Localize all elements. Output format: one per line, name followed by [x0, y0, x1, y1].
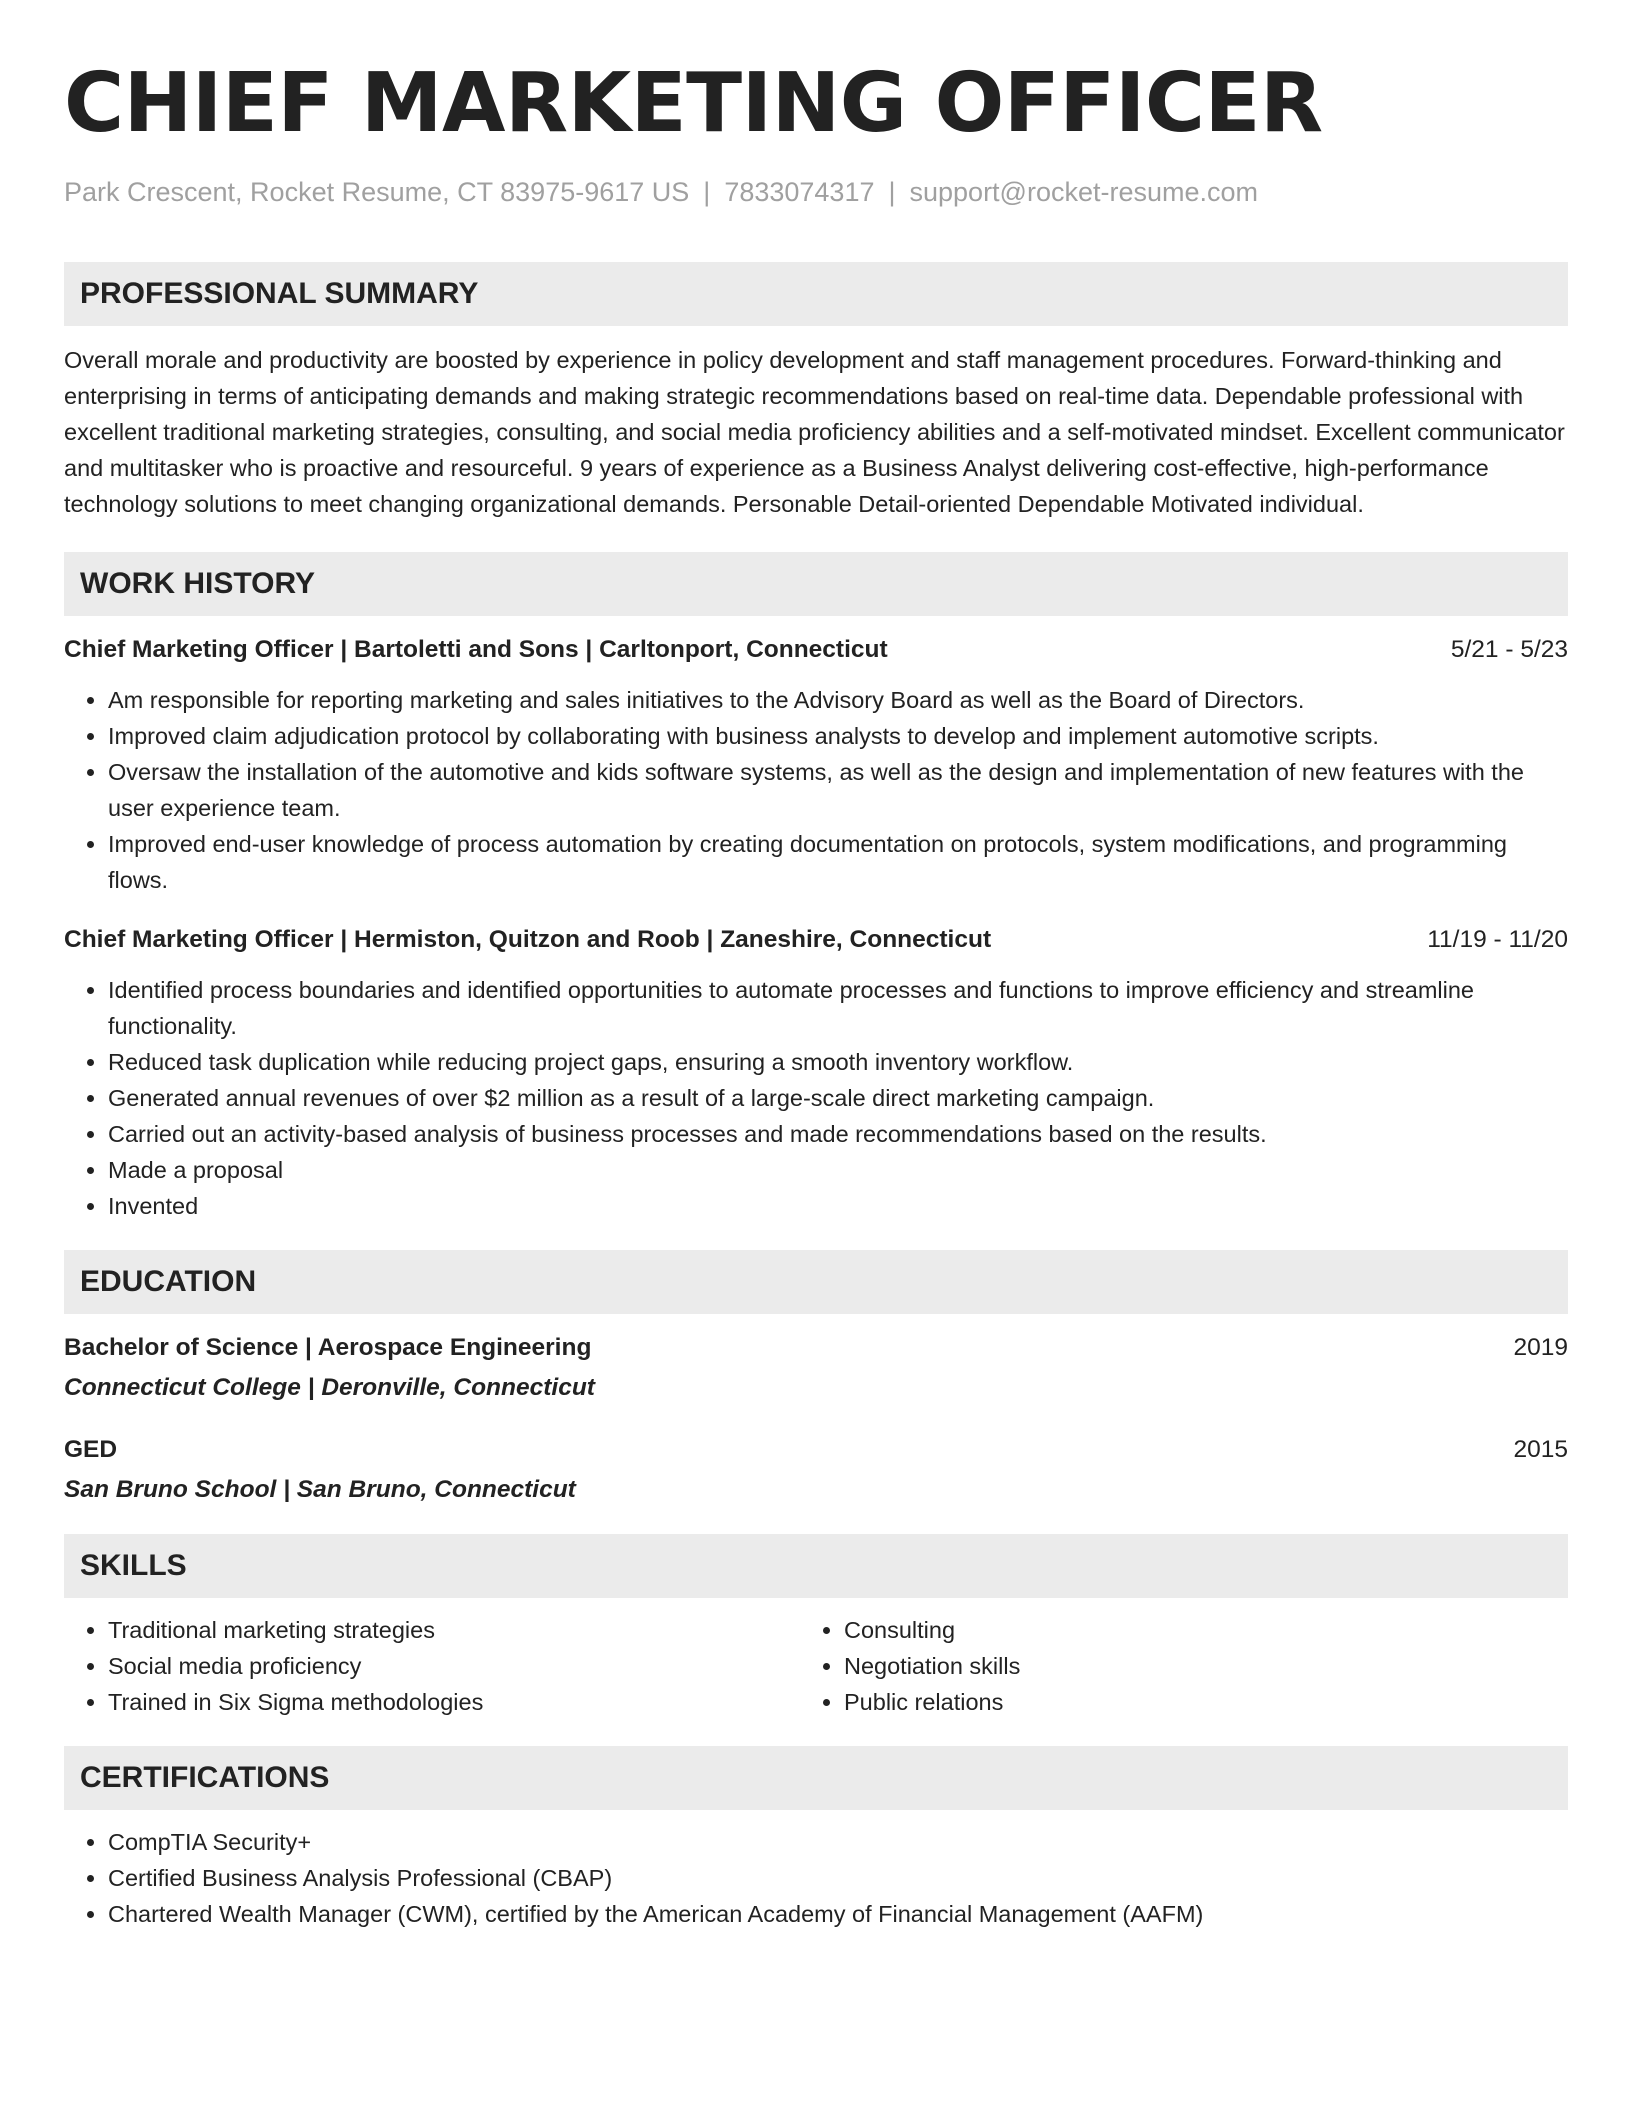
- contact-line: [64, 174, 1568, 210]
- job-entry: [64, 922, 1568, 1224]
- contact-email: support@rocket-resume.com: [909, 177, 1259, 207]
- resume-name: CHIEF MARKETING OFFICER: [64, 56, 1323, 151]
- job-bullets: [64, 682, 1568, 898]
- education-year: 2019: [1513, 1334, 1568, 1361]
- skills-column: [64, 1612, 764, 1720]
- certification-item: • Chartered Wealth Manager (CWM), certified by the American Academy of Financial Management (AAFM): [108, 1896, 1568, 1932]
- job-bullet: • Improved end-user knowledge of process automation by creating documentation on protocols, system modifications, and programming flows.: [108, 826, 1568, 898]
- education-year: 2015: [1513, 1436, 1568, 1463]
- section-header-education: EDUCATION: [64, 1250, 1568, 1314]
- job-bullet: • Oversaw the installation of the automotive and kids software systems, as well as the design and implementation of new features with the user experience team.: [108, 754, 1568, 826]
- job-entry: [64, 632, 1568, 898]
- contact-address: Park Crescent, Rocket Resume, CT 83975-9617 US: [64, 177, 690, 207]
- job-bullet: • Reduced task duplication while reducing project gaps, ensuring a smooth inventory workflow.: [108, 1044, 1568, 1080]
- skills-column: [800, 1612, 1500, 1720]
- job-bullet: • Invented: [108, 1188, 1568, 1224]
- education-school: Connecticut College | Deronville, Connecticut: [64, 1374, 595, 1401]
- education-school: San Bruno School | San Bruno, Connecticut: [64, 1476, 576, 1503]
- job-heading: Chief Marketing Officer | Hermiston, Quitzon and Roob | Zaneshire, Connecticut: [64, 926, 992, 953]
- education-degree: Bachelor of Science | Aerospace Engineering: [64, 1334, 592, 1361]
- job-bullet: • Improved claim adjudication protocol by collaborating with business analysts to develop and implement automotive scripts.: [108, 718, 1568, 754]
- skill-item: • Trained in Six Sigma methodologies: [108, 1684, 764, 1720]
- contact-phone: 7833074317: [724, 177, 875, 207]
- contact-separator: |: [888, 177, 896, 207]
- certification-item: • CompTIA Security+: [108, 1824, 1568, 1860]
- education-header: [64, 1330, 1568, 1366]
- skill-item: • Social media proficiency: [108, 1648, 764, 1684]
- certifications-list: [64, 1824, 1568, 1932]
- job-heading: Chief Marketing Officer | Bartoletti and Sons | Carltonport, Connecticut: [64, 636, 888, 663]
- job-dates: 11/19 - 11/20: [1427, 926, 1568, 953]
- certification-item: • Certified Business Analysis Professional (CBAP): [108, 1860, 1568, 1896]
- education-header: [64, 1432, 1568, 1468]
- job-bullet: • Identified process boundaries and identified opportunities to automate processes and functions to improve efficiency and streamline functionality.: [108, 972, 1568, 1044]
- education-entry: [64, 1330, 1568, 1406]
- job-bullet: • Am responsible for reporting marketing and sales initiatives to the Advisory Board as well as the Board of Directors.: [108, 682, 1568, 718]
- skill-item: • Consulting: [844, 1612, 1500, 1648]
- job-dates: 5/21 - 5/23: [1450, 636, 1568, 663]
- section-header-summary: PROFESSIONAL SUMMARY: [64, 262, 1568, 326]
- job-bullet: • Made a proposal: [108, 1152, 1568, 1188]
- education-entry: [64, 1432, 1568, 1508]
- section-header-skills: SKILLS: [64, 1534, 1568, 1598]
- job-bullet: • Carried out an activity-based analysis of business processes and made recommendations based on the results.: [108, 1116, 1568, 1152]
- job-bullets: [64, 972, 1568, 1224]
- summary-text: Overall morale and productivity are boosted by experience in policy development and staff management procedures. Forward-thinking and enterprising in terms of anticipating demands and making strategic recommendations based on real-time data. Dependable professional with excellent traditional marketing strategies, consulting, and social media proficiency abilities and a self-motivated mindset. Excellent communicator and multitasker who is proactive and resourceful. 9 years of experience as a Business Analyst delivering cost-effective, high-performance technology solutions to meet changing organizational demands. Personable Detail-oriented Dependable Motivated individual.: [64, 347, 1565, 517]
- section-header-certifications: CERTIFICATIONS: [64, 1746, 1568, 1810]
- skills-grid: [64, 1612, 1568, 1720]
- job-header: [64, 922, 1568, 958]
- skill-item: • Public relations: [844, 1684, 1500, 1720]
- section-header-work-history: WORK HISTORY: [64, 552, 1568, 616]
- skill-item: • Negotiation skills: [844, 1648, 1500, 1684]
- job-bullet: • Generated annual revenues of over $2 million as a result of a large-scale direct marketing campaign.: [108, 1080, 1568, 1116]
- skill-item: • Traditional marketing strategies: [108, 1612, 764, 1648]
- education-degree: GED: [64, 1436, 118, 1463]
- contact-separator: |: [703, 177, 711, 207]
- job-header: [64, 632, 1568, 668]
